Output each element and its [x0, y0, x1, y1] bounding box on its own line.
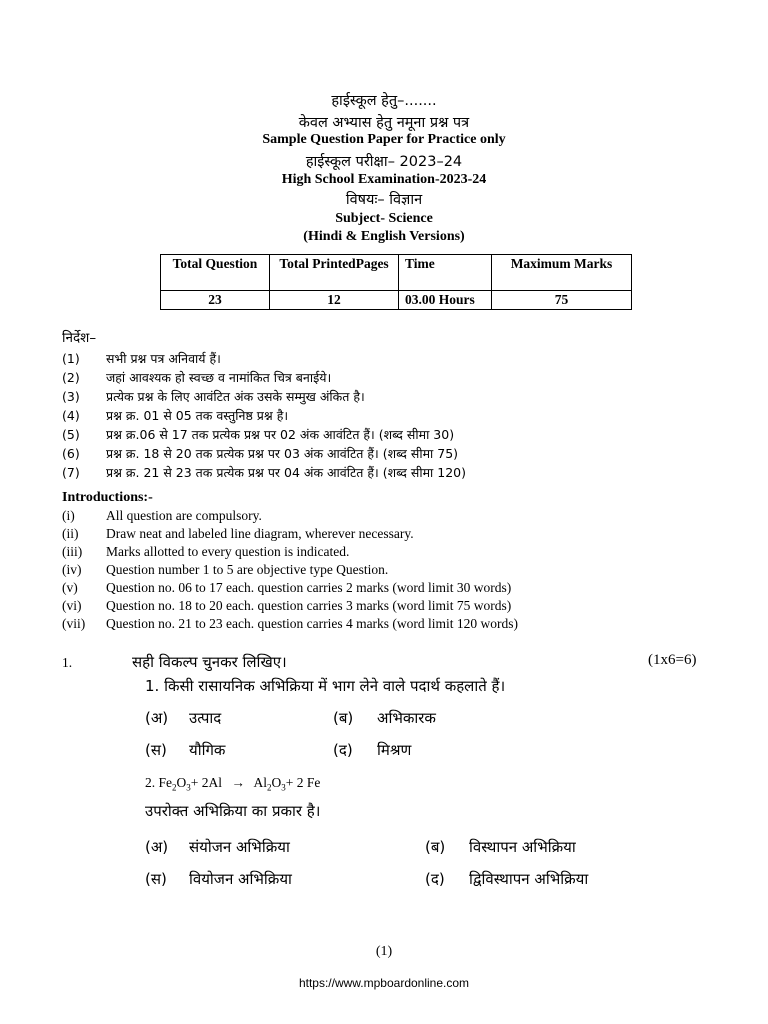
table-header-total-question: Total Question — [161, 255, 270, 291]
table-header-time: Time — [399, 255, 492, 291]
option-b: (ब) अभिकारक — [333, 709, 436, 727]
sub-question-1-text: 1. किसी रासायनिक अभिक्रिया में भाग लेने वाले पदार्थ कहलाते हैं। — [145, 677, 506, 695]
sub-question-2-text: उपरोक्त अभिक्रिया का प्रकार है। — [145, 802, 321, 820]
instruction-english-item: (i) All question are compulsory. — [62, 508, 262, 523]
instruction-english-item: (vi) Question no. 18 to 20 each. question carries 3 marks (word limit 75 words) — [62, 598, 512, 613]
page-number: (1) — [375, 944, 393, 959]
instruction-english-item: (vii) Question no. 21 to 23 each. question carries 4 marks (word limit 120 words) — [62, 616, 519, 631]
header-line-exam-en: High School Examination-2023-24 — [281, 172, 487, 187]
instruction-english-item: (v) Question no. 06 to 17 each. question carries 2 marks (word limit 30 words) — [62, 580, 512, 595]
question-number: 1. — [62, 655, 73, 670]
table-cell-total-pages: 12 — [270, 291, 399, 310]
footer-url[interactable]: https://www.mpboardonline.com — [298, 976, 470, 990]
header-line-versions: (Hindi & English Versions) — [303, 229, 465, 244]
instruction-hindi-item: (6) प्रश्न क्र. 18 से 20 तक प्रत्येक प्रश्न पर 03 अंक आवंटित हैं। (शब्द सीमा 75) — [62, 446, 459, 461]
header-line-subject-en: Subject- Science — [335, 211, 433, 226]
header-line-subject-hi: विषयः– विज्ञान — [345, 192, 423, 208]
header-line-school: हाईस्कूल हेतु–....... — [331, 93, 437, 109]
exam-info-table — [160, 254, 632, 310]
question-marks: (1x6=6) — [648, 652, 697, 668]
instruction-hindi-item: (2) जहां आवश्यक हो स्वच्छ व नामांकित चित्र बनाईये। — [62, 370, 332, 385]
option-a: (अ) उत्पाद — [145, 709, 222, 727]
instruction-english-item: (ii) Draw neat and labeled line diagram, wherever necessary. — [62, 526, 414, 541]
instruction-hindi-item: (5) प्रश्न क्र.06 से 17 तक प्रत्येक प्रश्न पर 02 अंक आवंटित हैं। (शब्द सीमा 30) — [62, 427, 455, 442]
instruction-hindi-item: (4) प्रश्न क्र. 01 से 05 तक वस्तुनिष्ठ प्रश्न है। — [62, 408, 289, 423]
instruction-hindi-item: (7) प्रश्न क्र. 21 से 23 तक प्रत्येक प्रश्न पर 04 अंक आवंटित हैं। (शब्द सीमा 120) — [62, 465, 466, 480]
table-header-total-pages: Total PrintedPages — [270, 255, 399, 291]
header-line-sample-hi: केवल अभ्यास हेतु नमूना प्रश्न पत्र — [298, 115, 470, 131]
table-cell-time: 03.00 Hours — [399, 291, 492, 310]
header-line-exam-hi: हाईस्कूल परीक्षा– 2023–24 — [305, 154, 463, 170]
instructions-hindi-title: निर्देश– — [62, 330, 97, 346]
instruction-english-item: (iii) Marks allotted to every question is indicated. — [62, 544, 350, 559]
option-c: (स) वियोजन अभिक्रिया — [145, 870, 292, 888]
header-line-sample-en: Sample Question Paper for Practice only — [262, 132, 506, 147]
reaction-arrow-icon: → — [231, 775, 245, 790]
table-header-max-marks: Maximum Marks — [492, 255, 632, 291]
question-heading: सही विकल्प चुनकर लिखिए। — [132, 653, 287, 671]
instruction-hindi-item: (3) प्रत्येक प्रश्न के लिए आवंटित अंक उसके सम्मुख अंकित है। — [62, 389, 365, 404]
table-cell-max-marks: 75 — [492, 291, 632, 310]
option-d: (द) द्विविस्थापन अभिक्रिया — [425, 870, 589, 888]
option-a: (अ) संयोजन अभिक्रिया — [145, 838, 290, 856]
option-b: (ब) विस्थापन अभिक्रिया — [425, 838, 576, 856]
instruction-hindi-item: (1) सभी प्रश्न पत्र अनिवार्य हैं। — [62, 351, 221, 366]
instructions-english-title: Introductions:- — [62, 490, 153, 505]
option-d: (द) मिश्रण — [333, 741, 412, 759]
chemical-equation: 2. $Fe_2O_3+ 2Al \to Al_2O_3+ 2$ Fe — [145, 775, 321, 793]
option-c: (स) यौगिक — [145, 741, 226, 759]
table-cell-total-question: 23 — [161, 291, 270, 310]
instruction-english-item: (iv) Question number 1 to 5 are objective type Question. — [62, 562, 389, 577]
